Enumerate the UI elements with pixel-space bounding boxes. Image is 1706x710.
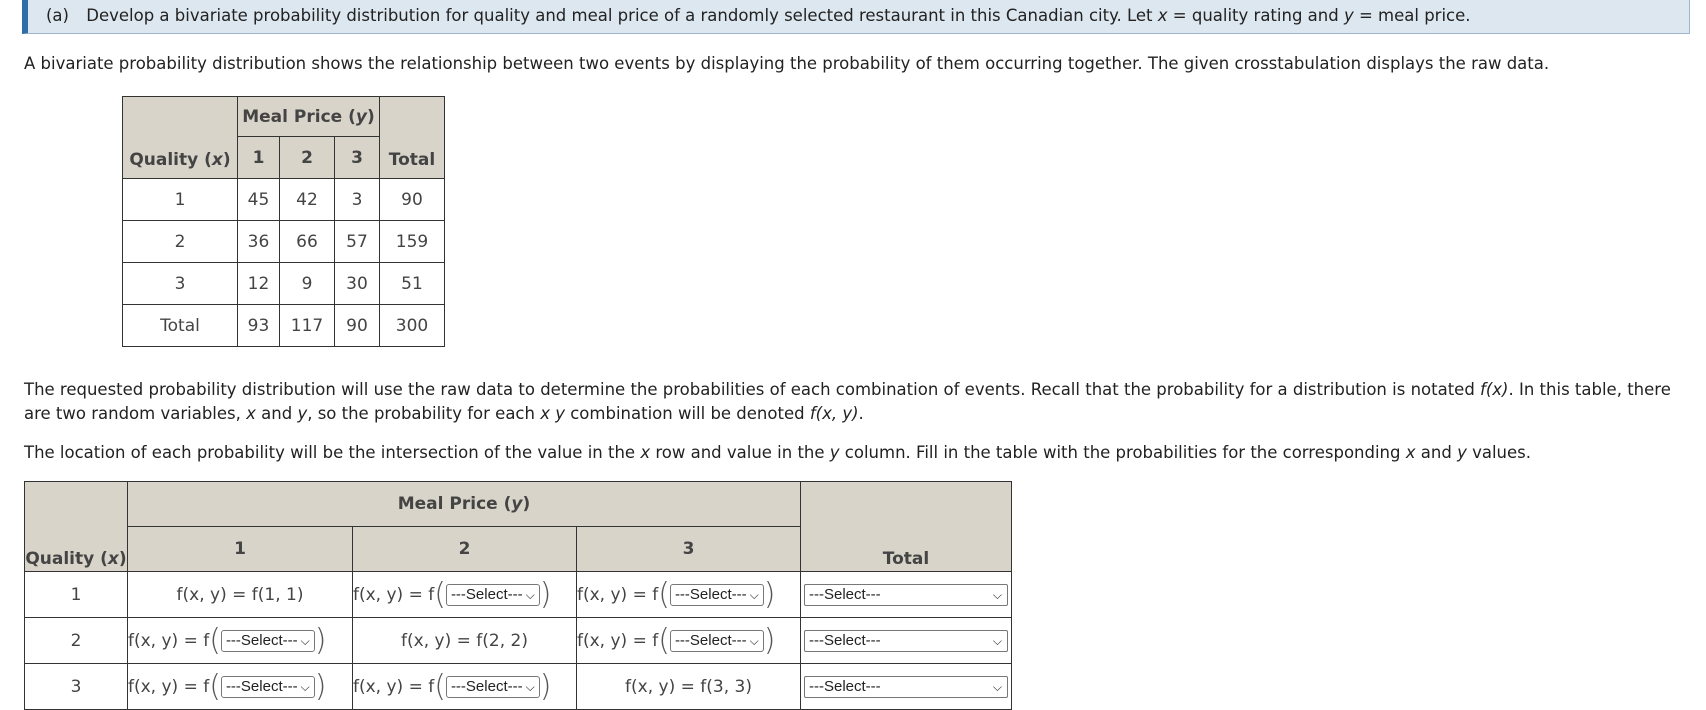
select-2-3[interactable]: ---Select--- ⌵ — [670, 630, 764, 652]
chevron-down-icon: ⌵ — [300, 679, 310, 694]
crosstab-total-row: Total 93 117 90 300 — [123, 305, 445, 347]
intro-text: A bivariate probability distribution shows the relationship between two events by displaying the probability of them occurring together. The given crosstabulation displays the raw data. — [24, 54, 1550, 73]
crosstab-col-label: 3 — [335, 137, 380, 179]
cell-1-2: f(x, y) = f( ---Select--- ⌵ ) — [353, 572, 577, 618]
select-3-1[interactable]: ---Select--- ⌵ — [221, 676, 315, 698]
prob-row-header: Quality (x) — [25, 482, 128, 572]
chevron-down-icon: ⌵ — [300, 633, 310, 648]
chevron-down-icon: ⌵ — [525, 679, 535, 694]
select-total-3[interactable]: ---Select--- ⌵ — [804, 676, 1008, 698]
crosstab-table — [122, 96, 445, 347]
question-banner — [22, 0, 1690, 34]
chevron-down-icon: ⌵ — [749, 633, 759, 648]
part-label: (a) — [46, 6, 69, 25]
cell-3-1: f(x, y) = f( ---Select--- ⌵ ) — [128, 664, 353, 710]
instruction-text: The location of each probability will be the intersection of the value in the x row and value in the y column. Fill in the table with the probabilities for the corresponding x and y values. — [24, 443, 1531, 462]
prob-row: 1 f(x, y) = f(1, 1) f(x, y) = f( ---Select--- ⌵ ) f(x, y) = f( ---Select--- ⌵ ) ---Select--- ⌵ — [25, 572, 1012, 618]
cell-2-1: f(x, y) = f( ---Select--- ⌵ ) — [128, 618, 353, 664]
crosstab-col-label: 2 — [280, 137, 335, 179]
probability-table — [24, 481, 1012, 710]
select-1-3[interactable]: ---Select--- ⌵ — [670, 584, 764, 606]
banner-text: Develop a bivariate probability distribution for quality and meal price of a randomly selected restaurant in this Canadian city. Let x = quality rating and y = meal price. — [86, 6, 1471, 25]
fixed-cell-2-2: f(x, y) = f(2, 2) — [353, 618, 577, 664]
crosstab-col-group-header: Meal Price (y) — [238, 97, 380, 137]
prob-total-header: Total — [801, 482, 1012, 572]
prob-col-label: 1 — [128, 527, 353, 572]
explanation-text: The requested probability distribution will use the raw data to determine the probabilities of each combination of events. Recall that the probability for a distribution is notated f(x). In this table, there are two random variables, x and y, so the probability for each x y combination will be denoted f(x, y). — [24, 380, 1671, 423]
select-2-1[interactable]: ---Select--- ⌵ — [221, 630, 315, 652]
crosstab-row: 2 36 66 57 159 — [123, 221, 445, 263]
crosstab-total-header: Total — [380, 97, 445, 179]
select-1-2[interactable]: ---Select--- ⌵ — [446, 584, 540, 606]
prob-col-group-header: Meal Price (y) — [128, 482, 801, 527]
prob-col-label: 3 — [577, 527, 801, 572]
crosstab-row-header: Quality (x) — [123, 97, 238, 179]
prob-row: 2 f(x, y) = f( ---Select--- ⌵ ) f(x, y) = f(2, 2) f(x, y) = f( ---Select--- ⌵ ) ---Select--- ⌵ — [25, 618, 1012, 664]
prob-col-label: 2 — [353, 527, 577, 572]
crosstab-row: 1 45 42 3 90 — [123, 179, 445, 221]
fixed-cell-3-3: f(x, y) = f(3, 3) — [577, 664, 801, 710]
select-3-2[interactable]: ---Select--- ⌵ — [446, 676, 540, 698]
chevron-down-icon: ⌵ — [992, 587, 1002, 602]
chevron-down-icon: ⌵ — [992, 679, 1002, 694]
cell-2-3: f(x, y) = f( ---Select--- ⌵ ) — [577, 618, 801, 664]
crosstab-col-label: 1 — [238, 137, 280, 179]
chevron-down-icon: ⌵ — [525, 587, 535, 602]
prob-row: 3 f(x, y) = f( ---Select--- ⌵ ) f(x, y) = f( ---Select--- ⌵ ) f(x, y) = f(3, 3) ---Select--- ⌵ — [25, 664, 1012, 710]
crosstab-row: 3 12 9 30 51 — [123, 263, 445, 305]
cell-2-total — [801, 618, 1012, 664]
fixed-cell-1-1: f(x, y) = f(1, 1) — [128, 572, 353, 618]
select-total-2[interactable]: ---Select--- ⌵ — [804, 630, 1008, 652]
select-total-1[interactable]: ---Select--- ⌵ — [804, 584, 1008, 606]
chevron-down-icon: ⌵ — [992, 633, 1002, 648]
cell-3-2: f(x, y) = f( ---Select--- ⌵ ) — [353, 664, 577, 710]
cell-1-total — [801, 572, 1012, 618]
cell-1-3: f(x, y) = f( ---Select--- ⌵ ) — [577, 572, 801, 618]
cell-3-total — [801, 664, 1012, 710]
chevron-down-icon: ⌵ — [749, 587, 759, 602]
